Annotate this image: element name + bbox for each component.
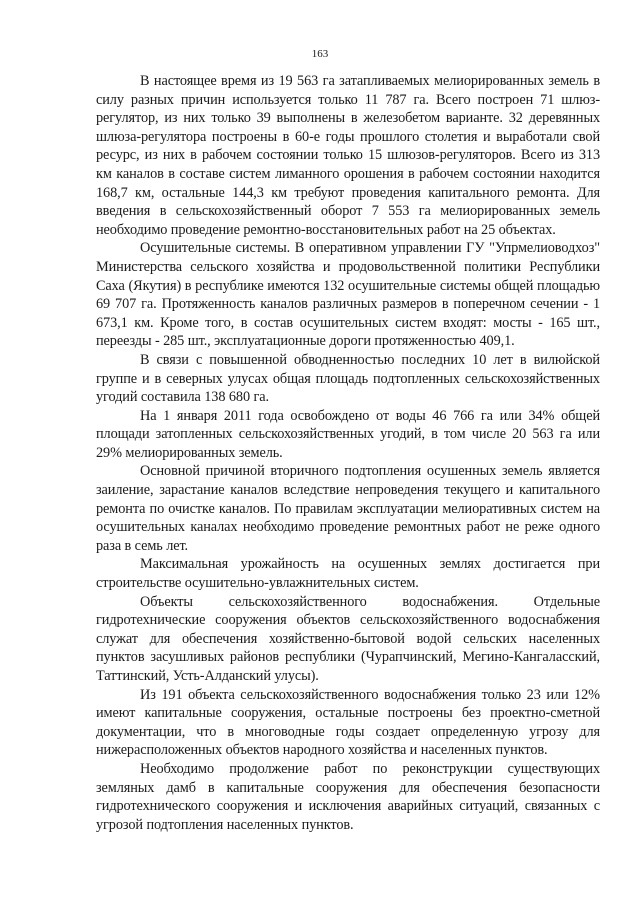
paragraph-water-supply-objects: Объекты сельскохозяйственного водоснабжения. Отдельные гидротехнические сооружения объектов сельскохозяйственного водоснабжения служат для обеспечения хозяйственно-бытовой водой сельских населенных пунктов засушливых районов республики (Чурапчинский, Мегино-Кангаласский, Таттинский, Усть-Алданский улусы). — [96, 593, 600, 684]
paragraph-flooded-area: В связи с повышенной обводненностью последних 10 лет в вилюйской группе и в северных улусах общая площадь подтопленных сельскохозяйственных угодий составила 138 680 га. — [96, 351, 600, 406]
body-text — [96, 72, 600, 834]
paragraph-dam-reconstruction: Необходимо продолжение работ по реконструкции существующих земляных дамб в капитальные сооружения для обеспечения безопасности гидротехнического сооружения и исключения аварийных ситуаций, связанных с угрозой подтопления населенных пунктов. — [96, 760, 600, 833]
paragraph-freed-from-water: На 1 января 2011 года освобождено от воды 46 766 га или 34% общей площади затопленных сельскохозяйственных угодий, в том числе 20 563 га или 29% мелиорированных земель. — [96, 407, 600, 461]
page-number: 163 — [311, 48, 329, 60]
paragraph-secondary-flooding: Основной причиной вторичного подтопления осушенных земель является заиление, зарастание каналов вследствие непроведения текущего и капитального ремонта по очистке каналов. По правилам эксплуатации мелиоративных систем на осушительных каналах необходимо проведение ремонтных работ не реже одного раза в семь лет. — [96, 463, 600, 554]
paragraph-capital-structures: Из 191 объекта сельскохозяйственного водоснабжения только 23 или 12% имеют капитальные сооружения, остальные построены без проектно-сметной документации, что в многоводные годы создает определенную угрозу для нижерасположенных объектов народного хозяйства и населенных пунктов. — [96, 686, 600, 759]
paragraph-max-yield: Максимальная урожайность на осушенных землях достигается при строительстве осушительно-увлажнительных систем. — [96, 556, 600, 592]
paragraph-drainage-systems: Осушительные системы. В оперативном управлении ГУ "Упрмелиоводхоз" Министерства сельского хозяйства и продовольственной политики Республики Саха (Якутия) в республике имеются 132 осушительные системы общей площадью 69 707 га. Протяженность каналов различных размеров в поперечном сечении - 1 673,1 км. Кроме того, в состав осушительных систем входят: мосты - 165 шт., переезды - 285 шт., эксплуатационные дороги протяженностью 409,1. — [96, 240, 600, 350]
paragraph-irrigation-lands: В настоящее время из 19 563 га затапливаемых мелиорированных земель в силу разных причин используется только 11 787 га. Всего построен 71 шлюз-регулятор, из них только 39 выполнены в железобетом варианте. 32 деревянных шлюза-регулятора построены в 60-е годы прошлого столетия и выработали свой ресурс, из них в рабочем состоянии только 15 шлюзов-регуляторов. Всего из 313 км каналов в составе систем лиманного орошения в рабочем состоянии находится 168,7 км, остальные 144,3 км требуют проведения капитального ремонта. Для введения в сельскохозяйственный оборот 7 553 га мелиорированных земель необходимо проведение ремонтно-восстановительных работ на 25 объектах. — [96, 73, 600, 238]
